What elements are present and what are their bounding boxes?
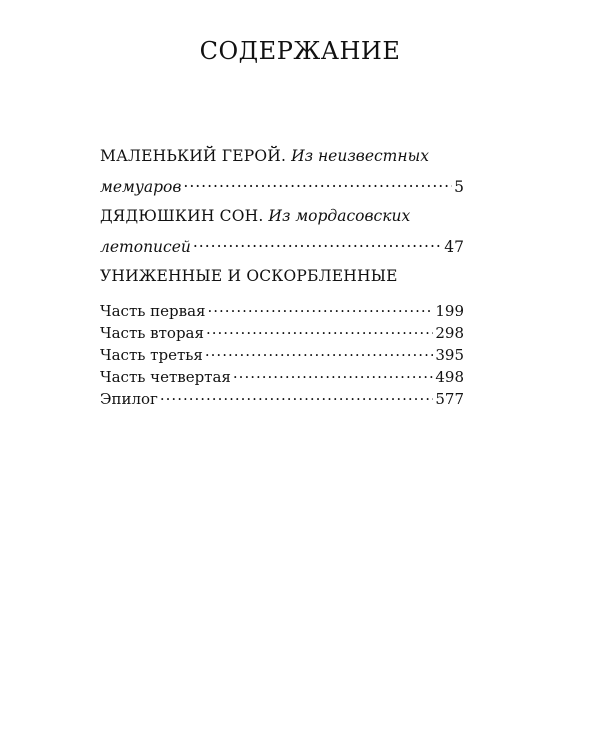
toc-entry-heading bbox=[100, 206, 464, 226]
toc-entry-subtitle-cont: мемуаров bbox=[100, 178, 182, 196]
toc-entry-subtitle: Из мордасовских bbox=[268, 207, 411, 225]
dot-leader bbox=[233, 362, 433, 382]
toc-page-number: 199 bbox=[435, 302, 464, 320]
toc-page-number: 577 bbox=[435, 390, 464, 408]
toc-entry-title: МАЛЕНЬКИЙ ГЕРОЙ. bbox=[100, 147, 287, 165]
toc-entry bbox=[100, 146, 464, 197]
dot-leader bbox=[160, 384, 433, 404]
toc-part-row bbox=[100, 340, 464, 362]
toc-entry-leader-line bbox=[100, 232, 464, 257]
toc-part-label: Эпилог bbox=[100, 390, 158, 408]
toc-page-number: 395 bbox=[435, 346, 464, 364]
dot-leader bbox=[208, 296, 434, 316]
section-parts-list bbox=[100, 296, 464, 406]
toc-part-label: Часть первая bbox=[100, 302, 206, 320]
toc-page-number: 5 bbox=[454, 178, 464, 196]
toc-page-number: 47 bbox=[444, 238, 464, 256]
toc-part-row bbox=[100, 318, 464, 340]
toc-entry-heading bbox=[100, 146, 464, 166]
toc-entry bbox=[100, 206, 464, 257]
toc-entry-title: ДЯДЮШКИН СОН. bbox=[100, 207, 264, 225]
toc-part-row bbox=[100, 362, 464, 384]
toc-part-label: Часть четвертая bbox=[100, 368, 231, 386]
toc-page-number: 298 bbox=[435, 324, 464, 342]
page-title: СОДЕРЖАНИЕ bbox=[199, 37, 401, 65]
toc-part-row bbox=[100, 384, 464, 406]
dot-leader bbox=[183, 172, 452, 192]
toc-entry-leader-line bbox=[100, 172, 464, 197]
dot-leader bbox=[206, 318, 433, 338]
toc-entry-subtitle-cont: летописей bbox=[100, 238, 191, 256]
toc-part-label: Часть третья bbox=[100, 346, 203, 364]
toc-part-label: Часть вторая bbox=[100, 324, 204, 342]
dot-leader bbox=[193, 232, 442, 252]
toc-entry-subtitle: Из неизвестных bbox=[291, 147, 429, 165]
section-heading: УНИЖЕННЫЕ И ОСКОРБЛЕННЫЕ bbox=[100, 267, 398, 285]
toc-part-row bbox=[100, 296, 464, 318]
dot-leader bbox=[205, 340, 433, 360]
toc-page-number: 498 bbox=[435, 368, 464, 386]
